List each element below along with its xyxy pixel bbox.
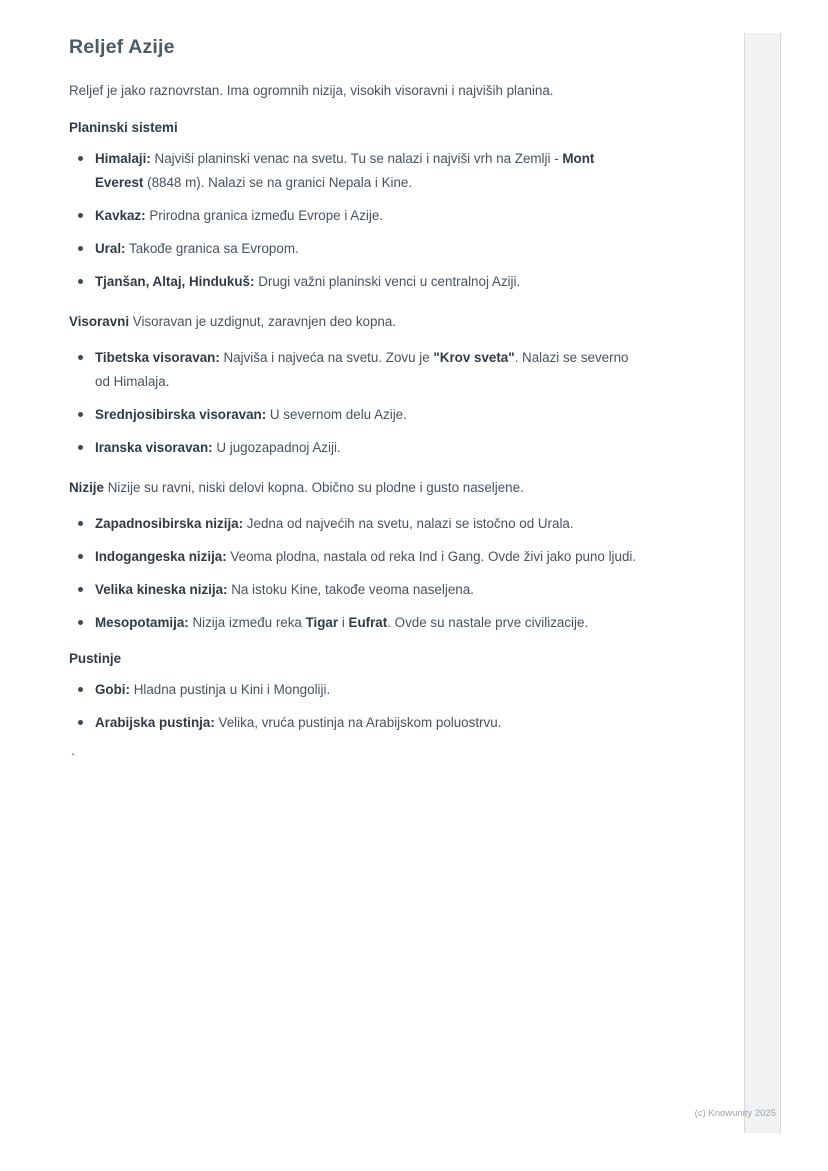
copyright-credit: (c) Knowunity 2025 bbox=[694, 1108, 776, 1119]
list-item-term-2: Mont Everest bbox=[95, 151, 595, 190]
list-item-text-2: i bbox=[338, 615, 349, 630]
section-lead-text: Nizije su ravni, niski delovi kopna. Obično su plodne i gusto naseljene. bbox=[103, 480, 524, 495]
list-item-text: Nizija između reka bbox=[188, 615, 306, 630]
list-item-term: Indogangeska nizija: bbox=[95, 549, 227, 564]
section-heading-mountains: Planinski sistemi bbox=[69, 120, 178, 135]
list-item-text-2: . Nalazi se severno od Himalaja. bbox=[95, 350, 629, 389]
list-item-text: Na istoku Kine, takođe veoma naseljena. bbox=[227, 582, 474, 597]
list-item bbox=[69, 237, 639, 261]
list-item-text: Drugi važni planinski venci u centralnoj Aziji. bbox=[254, 274, 521, 289]
list-item-term: Tjanšan, Altaj, Hindukuš: bbox=[95, 274, 255, 289]
list-item-term: Tibetska visoravan: bbox=[95, 350, 220, 365]
list-item-term: Ural: bbox=[95, 241, 126, 256]
list-item-term: Kavkaz: bbox=[95, 208, 146, 223]
list-item-term: Arabijska pustinja: bbox=[95, 715, 215, 730]
list-item-text: U severnom delu Azije. bbox=[266, 407, 407, 422]
list-item bbox=[69, 204, 639, 228]
page-title: Reljef Azije bbox=[69, 36, 175, 58]
list-item bbox=[69, 611, 639, 635]
list-item bbox=[69, 678, 639, 702]
list-item bbox=[69, 545, 639, 569]
list-item-term: Velika kineska nizija: bbox=[95, 582, 228, 597]
list-item-text: Velika, vruća pustinja na Arabijskom poluostrvu. bbox=[214, 715, 502, 730]
list-item-term-2: Tigar bbox=[305, 615, 339, 630]
list-item bbox=[69, 346, 639, 394]
section-lead-lowlands bbox=[69, 476, 639, 500]
list-item bbox=[69, 578, 639, 602]
list-item-text: Veoma plodna, nastala od reka Ind i Gang. Ovde živi jako puno ljudi. bbox=[226, 549, 637, 564]
section-lead-plateaus bbox=[69, 310, 639, 334]
section-lead-text: Visoravan je uzdignut, zaravnjen deo kopna. bbox=[129, 314, 397, 329]
intro-paragraph: Reljef je jako raznovrstan. Ima ogromnih nizija, visokih visoravni i najviših planina. bbox=[69, 83, 554, 98]
list-item-text: Prirodna granica između Evrope i Azije. bbox=[145, 208, 384, 223]
section-lead-term: Nizije bbox=[69, 480, 104, 495]
list-deserts bbox=[69, 678, 639, 735]
vertical-scrollbar[interactable] bbox=[744, 33, 781, 1133]
list-item-text-3: . Ovde su nastale prve civilizacije. bbox=[387, 615, 589, 630]
section-lead-term: Visoravni bbox=[69, 314, 130, 329]
list-item-text: Jedna od najvećih na svetu, nalazi se istočno od Urala. bbox=[243, 516, 574, 531]
list-item bbox=[69, 711, 639, 735]
list-item-term: Mesopotamija: bbox=[95, 615, 189, 630]
section-heading-deserts: Pustinje bbox=[69, 651, 122, 666]
list-plateaus bbox=[69, 346, 639, 460]
list-item-term: Srednjosibirska visoravan: bbox=[95, 407, 267, 422]
list-item-term: Gobi: bbox=[95, 682, 130, 697]
list-item-text-2: (8848 m). Nalazi se na granici Nepala i Kine. bbox=[143, 175, 413, 190]
list-item bbox=[69, 512, 639, 536]
list-item-term-2: "Krov sveta" bbox=[433, 350, 515, 365]
list-item-term-3: Eufrat bbox=[348, 615, 388, 630]
document-content bbox=[69, 36, 639, 766]
list-item-term: Himalaji: bbox=[95, 151, 151, 166]
list-lowlands bbox=[69, 512, 639, 635]
list-item bbox=[69, 270, 639, 294]
list-item-text: Hladna pustinja u Kini i Mongoliji. bbox=[129, 682, 331, 697]
trailing-backtick: ` bbox=[71, 751, 76, 766]
list-item-text: U jugozapadnoj Aziji. bbox=[212, 440, 341, 455]
list-item-text: Najviša i najveća na svetu. Zovu je bbox=[219, 350, 434, 365]
list-item-term: Iranska visoravan: bbox=[95, 440, 213, 455]
list-mountains bbox=[69, 147, 639, 294]
list-item bbox=[69, 403, 639, 427]
list-item bbox=[69, 147, 639, 195]
list-item-text: Takođe granica sa Evropom. bbox=[125, 241, 299, 256]
list-item-text: Najviši planinski venac na svetu. Tu se nalazi i najviši vrh na Zemlji - bbox=[150, 151, 563, 166]
list-item bbox=[69, 436, 639, 460]
list-item-term: Zapadnosibirska nizija: bbox=[95, 516, 244, 531]
